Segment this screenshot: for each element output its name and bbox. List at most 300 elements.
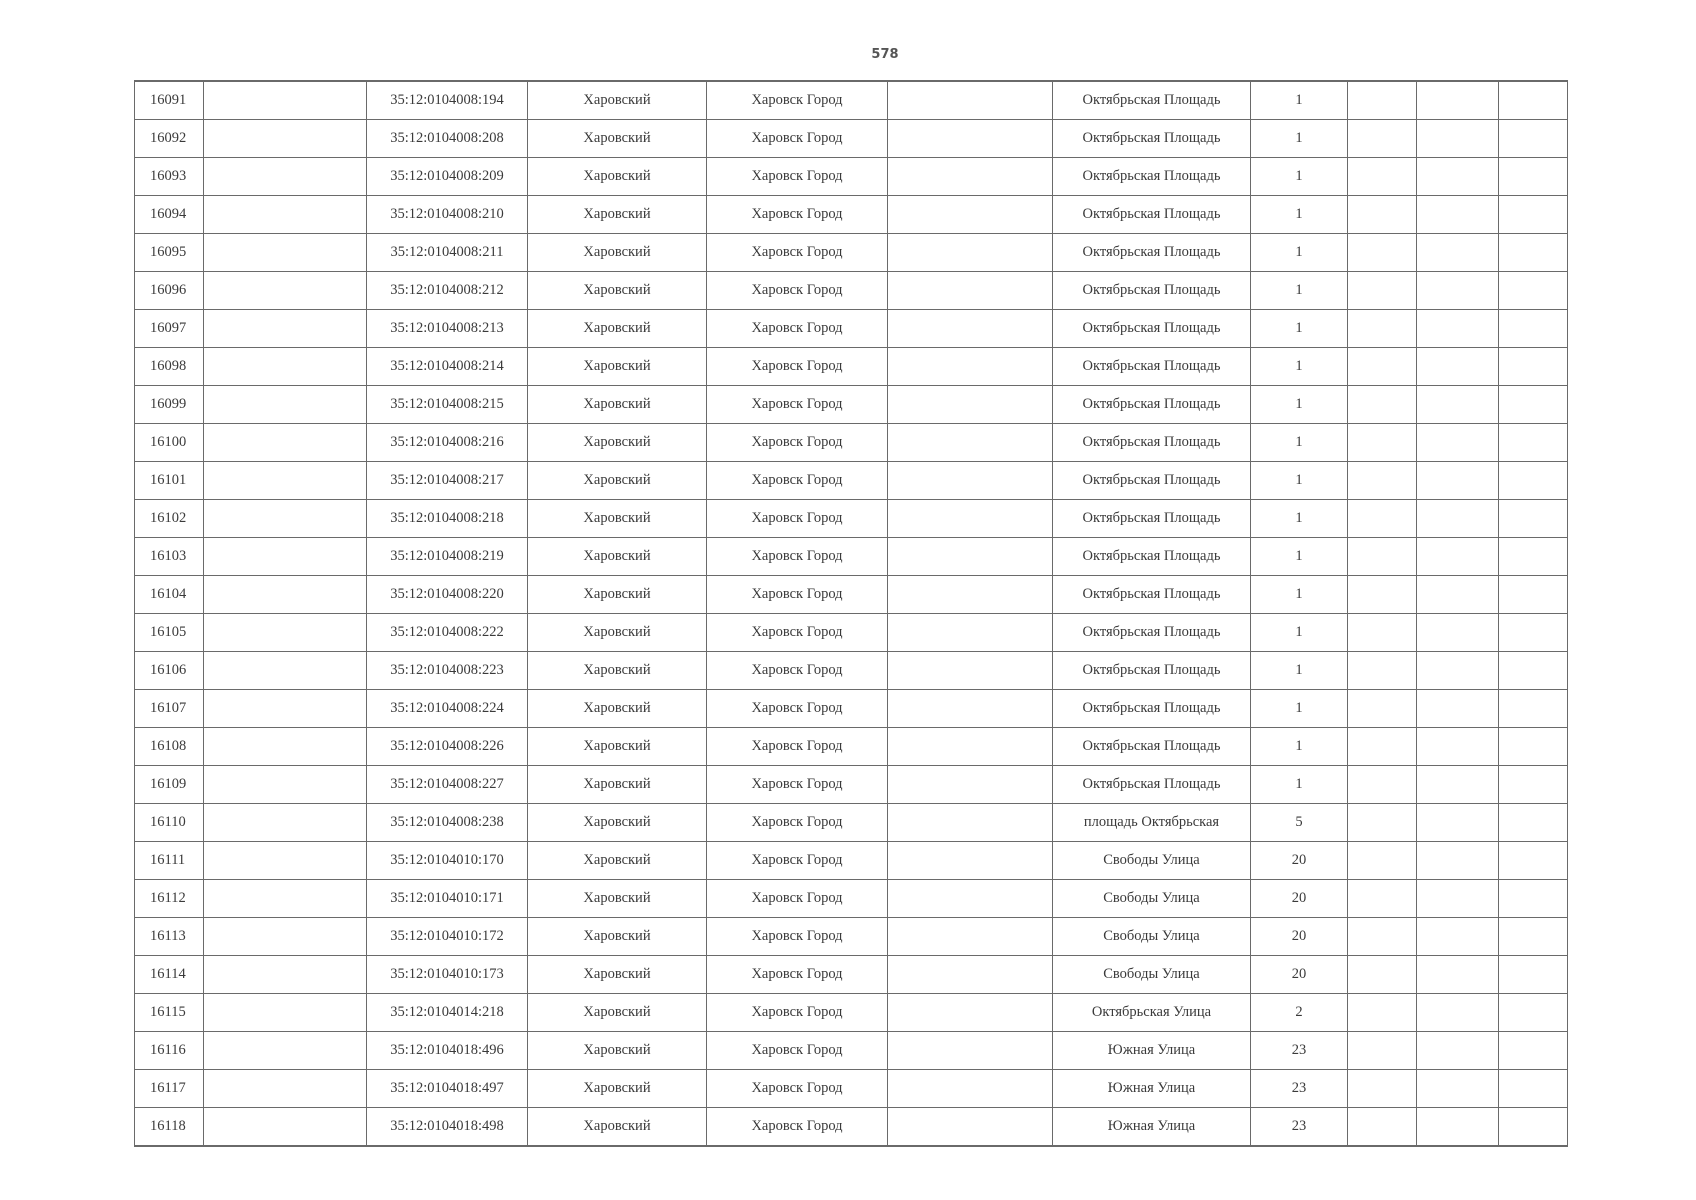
empty-cell <box>204 81 367 120</box>
empty-cell <box>1499 1070 1568 1108</box>
empty-cell <box>1417 842 1499 880</box>
empty-cell <box>204 1108 367 1147</box>
empty-cell <box>1417 1032 1499 1070</box>
house-number-cell: 1 <box>1251 348 1348 386</box>
empty-cell <box>204 576 367 614</box>
locality-cell: Харовск Город <box>707 1032 888 1070</box>
locality-cell: Харовск Город <box>707 842 888 880</box>
street-cell: Октябрьская Площадь <box>1053 310 1251 348</box>
table-row <box>135 120 1568 158</box>
empty-cell <box>1499 196 1568 234</box>
table-row <box>135 234 1568 272</box>
street-cell: Октябрьская Площадь <box>1053 234 1251 272</box>
locality-cell: Харовск Город <box>707 576 888 614</box>
empty-cell <box>1348 804 1417 842</box>
cadastral-number-cell: 35:12:0104008:209 <box>367 158 528 196</box>
empty-cell <box>888 310 1053 348</box>
empty-cell <box>888 272 1053 310</box>
empty-cell <box>888 234 1053 272</box>
empty-cell <box>1348 956 1417 994</box>
locality-cell: Харовск Город <box>707 120 888 158</box>
street-cell: Свободы Улица <box>1053 880 1251 918</box>
row-number-cell: 16102 <box>135 500 204 538</box>
empty-cell <box>1499 158 1568 196</box>
street-cell: Октябрьская Площадь <box>1053 766 1251 804</box>
empty-cell <box>1348 614 1417 652</box>
street-cell: Октябрьская Площадь <box>1053 272 1251 310</box>
table-row <box>135 766 1568 804</box>
table-body <box>135 81 1568 1146</box>
empty-cell <box>1348 728 1417 766</box>
empty-cell <box>1417 348 1499 386</box>
district-cell: Харовский <box>528 424 707 462</box>
empty-cell <box>1417 994 1499 1032</box>
cadastral-number-cell: 35:12:0104008:227 <box>367 766 528 804</box>
district-cell: Харовский <box>528 348 707 386</box>
row-number-cell: 16108 <box>135 728 204 766</box>
street-cell: Южная Улица <box>1053 1070 1251 1108</box>
row-number-cell: 16109 <box>135 766 204 804</box>
empty-cell <box>204 234 367 272</box>
empty-cell <box>1499 1032 1568 1070</box>
empty-cell <box>1348 424 1417 462</box>
house-number-cell: 1 <box>1251 766 1348 804</box>
cadastral-number-cell: 35:12:0104008:217 <box>367 462 528 500</box>
locality-cell: Харовск Город <box>707 81 888 120</box>
table-row <box>135 348 1568 386</box>
empty-cell <box>888 538 1053 576</box>
street-cell: площадь Октябрьская <box>1053 804 1251 842</box>
empty-cell <box>204 196 367 234</box>
street-cell: Свободы Улица <box>1053 918 1251 956</box>
house-number-cell: 1 <box>1251 690 1348 728</box>
table-row <box>135 386 1568 424</box>
empty-cell <box>1417 386 1499 424</box>
house-number-cell: 20 <box>1251 880 1348 918</box>
empty-cell <box>204 310 367 348</box>
empty-cell <box>1499 462 1568 500</box>
table-row <box>135 310 1568 348</box>
empty-cell <box>1348 652 1417 690</box>
locality-cell: Харовск Город <box>707 462 888 500</box>
street-cell: Южная Улица <box>1053 1108 1251 1147</box>
empty-cell <box>204 956 367 994</box>
empty-cell <box>204 842 367 880</box>
empty-cell <box>1348 272 1417 310</box>
empty-cell <box>1417 728 1499 766</box>
empty-cell <box>1499 120 1568 158</box>
locality-cell: Харовск Город <box>707 196 888 234</box>
empty-cell <box>1499 538 1568 576</box>
table-row <box>135 196 1568 234</box>
street-cell: Октябрьская Площадь <box>1053 576 1251 614</box>
empty-cell <box>204 918 367 956</box>
row-number-cell: 16094 <box>135 196 204 234</box>
empty-cell <box>1417 196 1499 234</box>
empty-cell <box>1499 918 1568 956</box>
empty-cell <box>1348 120 1417 158</box>
house-number-cell: 2 <box>1251 994 1348 1032</box>
empty-cell <box>888 348 1053 386</box>
street-cell: Октябрьская Площадь <box>1053 81 1251 120</box>
locality-cell: Харовск Город <box>707 994 888 1032</box>
table-row <box>135 994 1568 1032</box>
empty-cell <box>204 614 367 652</box>
street-cell: Свободы Улица <box>1053 956 1251 994</box>
empty-cell <box>1499 880 1568 918</box>
row-number-cell: 16113 <box>135 918 204 956</box>
street-cell: Октябрьская Площадь <box>1053 120 1251 158</box>
cadastral-number-cell: 35:12:0104008:223 <box>367 652 528 690</box>
empty-cell <box>888 690 1053 728</box>
empty-cell <box>888 614 1053 652</box>
locality-cell: Харовск Город <box>707 614 888 652</box>
empty-cell <box>1348 500 1417 538</box>
empty-cell <box>1417 462 1499 500</box>
row-number-cell: 16099 <box>135 386 204 424</box>
street-cell: Октябрьская Площадь <box>1053 690 1251 728</box>
empty-cell <box>1348 690 1417 728</box>
empty-cell <box>1348 918 1417 956</box>
empty-cell <box>204 994 367 1032</box>
table-row <box>135 728 1568 766</box>
house-number-cell: 1 <box>1251 310 1348 348</box>
empty-cell <box>1417 1070 1499 1108</box>
empty-cell <box>1348 234 1417 272</box>
street-cell: Октябрьская Площадь <box>1053 614 1251 652</box>
empty-cell <box>1348 81 1417 120</box>
row-number-cell: 16112 <box>135 880 204 918</box>
district-cell: Харовский <box>528 538 707 576</box>
empty-cell <box>1348 766 1417 804</box>
house-number-cell: 1 <box>1251 576 1348 614</box>
street-cell: Октябрьская Площадь <box>1053 652 1251 690</box>
table-row <box>135 462 1568 500</box>
empty-cell <box>888 994 1053 1032</box>
cadastral-number-cell: 35:12:0104010:171 <box>367 880 528 918</box>
empty-cell <box>888 196 1053 234</box>
row-number-cell: 16105 <box>135 614 204 652</box>
empty-cell <box>1417 690 1499 728</box>
locality-cell: Харовск Город <box>707 386 888 424</box>
empty-cell <box>1348 880 1417 918</box>
locality-cell: Харовск Город <box>707 234 888 272</box>
table-row <box>135 880 1568 918</box>
empty-cell <box>204 1032 367 1070</box>
empty-cell <box>888 652 1053 690</box>
empty-cell <box>204 880 367 918</box>
empty-cell <box>1499 348 1568 386</box>
locality-cell: Харовск Город <box>707 766 888 804</box>
empty-cell <box>1499 652 1568 690</box>
empty-cell <box>1499 424 1568 462</box>
house-number-cell: 1 <box>1251 500 1348 538</box>
empty-cell <box>204 690 367 728</box>
empty-cell <box>1499 81 1568 120</box>
empty-cell <box>888 956 1053 994</box>
empty-cell <box>1417 158 1499 196</box>
house-number-cell: 1 <box>1251 728 1348 766</box>
empty-cell <box>1499 994 1568 1032</box>
empty-cell <box>1499 310 1568 348</box>
empty-cell <box>888 766 1053 804</box>
empty-cell <box>1348 1070 1417 1108</box>
empty-cell <box>1348 994 1417 1032</box>
house-number-cell: 1 <box>1251 196 1348 234</box>
empty-cell <box>1417 538 1499 576</box>
cadastral-number-cell: 35:12:0104010:170 <box>367 842 528 880</box>
empty-cell <box>888 424 1053 462</box>
empty-cell <box>1417 424 1499 462</box>
house-number-cell: 1 <box>1251 424 1348 462</box>
empty-cell <box>204 272 367 310</box>
district-cell: Харовский <box>528 81 707 120</box>
district-cell: Харовский <box>528 880 707 918</box>
empty-cell <box>888 804 1053 842</box>
locality-cell: Харовск Город <box>707 424 888 462</box>
cadastral-number-cell: 35:12:0104008:224 <box>367 690 528 728</box>
empty-cell <box>1417 614 1499 652</box>
empty-cell <box>1417 956 1499 994</box>
empty-cell <box>888 158 1053 196</box>
empty-cell <box>204 1070 367 1108</box>
locality-cell: Харовск Город <box>707 158 888 196</box>
house-number-cell: 1 <box>1251 81 1348 120</box>
street-cell: Октябрьская Площадь <box>1053 728 1251 766</box>
locality-cell: Харовск Город <box>707 728 888 766</box>
row-number-cell: 16097 <box>135 310 204 348</box>
empty-cell <box>1348 386 1417 424</box>
table-row <box>135 538 1568 576</box>
empty-cell <box>1499 1108 1568 1147</box>
cadastral-number-cell: 35:12:0104008:215 <box>367 386 528 424</box>
district-cell: Харовский <box>528 1070 707 1108</box>
empty-cell <box>1417 880 1499 918</box>
cadastral-number-cell: 35:12:0104008:208 <box>367 120 528 158</box>
empty-cell <box>888 576 1053 614</box>
empty-cell <box>1499 500 1568 538</box>
empty-cell <box>1417 804 1499 842</box>
locality-cell: Харовск Город <box>707 538 888 576</box>
street-cell: Свободы Улица <box>1053 842 1251 880</box>
empty-cell <box>204 728 367 766</box>
empty-cell <box>1348 538 1417 576</box>
house-number-cell: 1 <box>1251 158 1348 196</box>
district-cell: Харовский <box>528 272 707 310</box>
district-cell: Харовский <box>528 576 707 614</box>
locality-cell: Харовск Город <box>707 880 888 918</box>
empty-cell <box>1348 576 1417 614</box>
empty-cell <box>1417 576 1499 614</box>
empty-cell <box>1417 120 1499 158</box>
registry-table <box>134 80 1568 1147</box>
row-number-cell: 16096 <box>135 272 204 310</box>
district-cell: Харовский <box>528 1032 707 1070</box>
empty-cell <box>204 652 367 690</box>
cadastral-number-cell: 35:12:0104008:222 <box>367 614 528 652</box>
street-cell: Октябрьская Площадь <box>1053 424 1251 462</box>
empty-cell <box>204 804 367 842</box>
street-cell: Октябрьская Площадь <box>1053 386 1251 424</box>
empty-cell <box>1499 234 1568 272</box>
empty-cell <box>204 462 367 500</box>
district-cell: Харовский <box>528 614 707 652</box>
empty-cell <box>1348 310 1417 348</box>
empty-cell <box>888 880 1053 918</box>
empty-cell <box>204 766 367 804</box>
district-cell: Харовский <box>528 994 707 1032</box>
row-number-cell: 16092 <box>135 120 204 158</box>
house-number-cell: 1 <box>1251 386 1348 424</box>
empty-cell <box>204 386 367 424</box>
locality-cell: Харовск Город <box>707 348 888 386</box>
empty-cell <box>1417 500 1499 538</box>
house-number-cell: 23 <box>1251 1108 1348 1147</box>
empty-cell <box>888 842 1053 880</box>
locality-cell: Харовск Город <box>707 652 888 690</box>
cadastral-number-cell: 35:12:0104018:496 <box>367 1032 528 1070</box>
page-number: 578 <box>871 47 899 62</box>
empty-cell <box>888 386 1053 424</box>
empty-cell <box>1417 272 1499 310</box>
district-cell: Харовский <box>528 462 707 500</box>
house-number-cell: 20 <box>1251 842 1348 880</box>
empty-cell <box>1499 728 1568 766</box>
row-number-cell: 16115 <box>135 994 204 1032</box>
empty-cell <box>888 462 1053 500</box>
empty-cell <box>204 538 367 576</box>
empty-cell <box>888 1108 1053 1147</box>
row-number-cell: 16098 <box>135 348 204 386</box>
empty-cell <box>204 348 367 386</box>
empty-cell <box>888 81 1053 120</box>
cadastral-number-cell: 35:12:0104008:211 <box>367 234 528 272</box>
locality-cell: Харовск Город <box>707 690 888 728</box>
empty-cell <box>1417 1108 1499 1147</box>
district-cell: Харовский <box>528 1108 707 1147</box>
district-cell: Харовский <box>528 196 707 234</box>
locality-cell: Харовск Город <box>707 310 888 348</box>
street-cell: Октябрьская Улица <box>1053 994 1251 1032</box>
house-number-cell: 1 <box>1251 538 1348 576</box>
row-number-cell: 16110 <box>135 804 204 842</box>
district-cell: Харовский <box>528 120 707 158</box>
row-number-cell: 16117 <box>135 1070 204 1108</box>
table-row <box>135 690 1568 728</box>
table-row <box>135 652 1568 690</box>
cadastral-number-cell: 35:12:0104008:219 <box>367 538 528 576</box>
row-number-cell: 16106 <box>135 652 204 690</box>
row-number-cell: 16114 <box>135 956 204 994</box>
empty-cell <box>888 1032 1053 1070</box>
empty-cell <box>1417 310 1499 348</box>
locality-cell: Харовск Город <box>707 918 888 956</box>
house-number-cell: 1 <box>1251 614 1348 652</box>
street-cell: Октябрьская Площадь <box>1053 158 1251 196</box>
table-row <box>135 614 1568 652</box>
house-number-cell: 1 <box>1251 120 1348 158</box>
cadastral-number-cell: 35:12:0104008:194 <box>367 81 528 120</box>
empty-cell <box>1499 272 1568 310</box>
empty-cell <box>1417 766 1499 804</box>
empty-cell <box>1417 234 1499 272</box>
empty-cell <box>204 424 367 462</box>
district-cell: Харовский <box>528 956 707 994</box>
locality-cell: Харовск Город <box>707 956 888 994</box>
cadastral-number-cell: 35:12:0104010:173 <box>367 956 528 994</box>
table-row <box>135 1108 1568 1147</box>
empty-cell <box>1499 614 1568 652</box>
locality-cell: Харовск Город <box>707 272 888 310</box>
empty-cell <box>888 918 1053 956</box>
empty-cell <box>1499 690 1568 728</box>
table-row <box>135 804 1568 842</box>
cadastral-number-cell: 35:12:0104008:212 <box>367 272 528 310</box>
district-cell: Харовский <box>528 766 707 804</box>
empty-cell <box>204 120 367 158</box>
table-row <box>135 158 1568 196</box>
row-number-cell: 16118 <box>135 1108 204 1147</box>
empty-cell <box>1348 348 1417 386</box>
district-cell: Харовский <box>528 158 707 196</box>
district-cell: Харовский <box>528 728 707 766</box>
district-cell: Харовский <box>528 310 707 348</box>
house-number-cell: 5 <box>1251 804 1348 842</box>
house-number-cell: 1 <box>1251 652 1348 690</box>
row-number-cell: 16100 <box>135 424 204 462</box>
row-number-cell: 16104 <box>135 576 204 614</box>
empty-cell <box>204 158 367 196</box>
house-number-cell: 1 <box>1251 234 1348 272</box>
empty-cell <box>1417 918 1499 956</box>
district-cell: Харовский <box>528 804 707 842</box>
empty-cell <box>1348 1032 1417 1070</box>
house-number-cell: 23 <box>1251 1032 1348 1070</box>
table-row <box>135 1032 1568 1070</box>
empty-cell <box>1417 652 1499 690</box>
table-row <box>135 1070 1568 1108</box>
district-cell: Харовский <box>528 842 707 880</box>
district-cell: Харовский <box>528 690 707 728</box>
empty-cell <box>1417 81 1499 120</box>
house-number-cell: 1 <box>1251 272 1348 310</box>
cadastral-number-cell: 35:12:0104008:220 <box>367 576 528 614</box>
empty-cell <box>1348 196 1417 234</box>
house-number-cell: 1 <box>1251 462 1348 500</box>
cadastral-number-cell: 35:12:0104008:238 <box>367 804 528 842</box>
row-number-cell: 16103 <box>135 538 204 576</box>
row-number-cell: 16091 <box>135 81 204 120</box>
table-row <box>135 576 1568 614</box>
street-cell: Октябрьская Площадь <box>1053 500 1251 538</box>
row-number-cell: 16116 <box>135 1032 204 1070</box>
empty-cell <box>1499 766 1568 804</box>
table-row <box>135 500 1568 538</box>
table-row <box>135 81 1568 120</box>
empty-cell <box>1499 804 1568 842</box>
house-number-cell: 20 <box>1251 918 1348 956</box>
empty-cell <box>1348 1108 1417 1147</box>
cadastral-number-cell: 35:12:0104010:172 <box>367 918 528 956</box>
district-cell: Харовский <box>528 234 707 272</box>
empty-cell <box>1348 462 1417 500</box>
empty-cell <box>1348 158 1417 196</box>
locality-cell: Харовск Город <box>707 500 888 538</box>
locality-cell: Харовск Город <box>707 1070 888 1108</box>
table-row <box>135 956 1568 994</box>
empty-cell <box>204 500 367 538</box>
cadastral-number-cell: 35:12:0104018:497 <box>367 1070 528 1108</box>
